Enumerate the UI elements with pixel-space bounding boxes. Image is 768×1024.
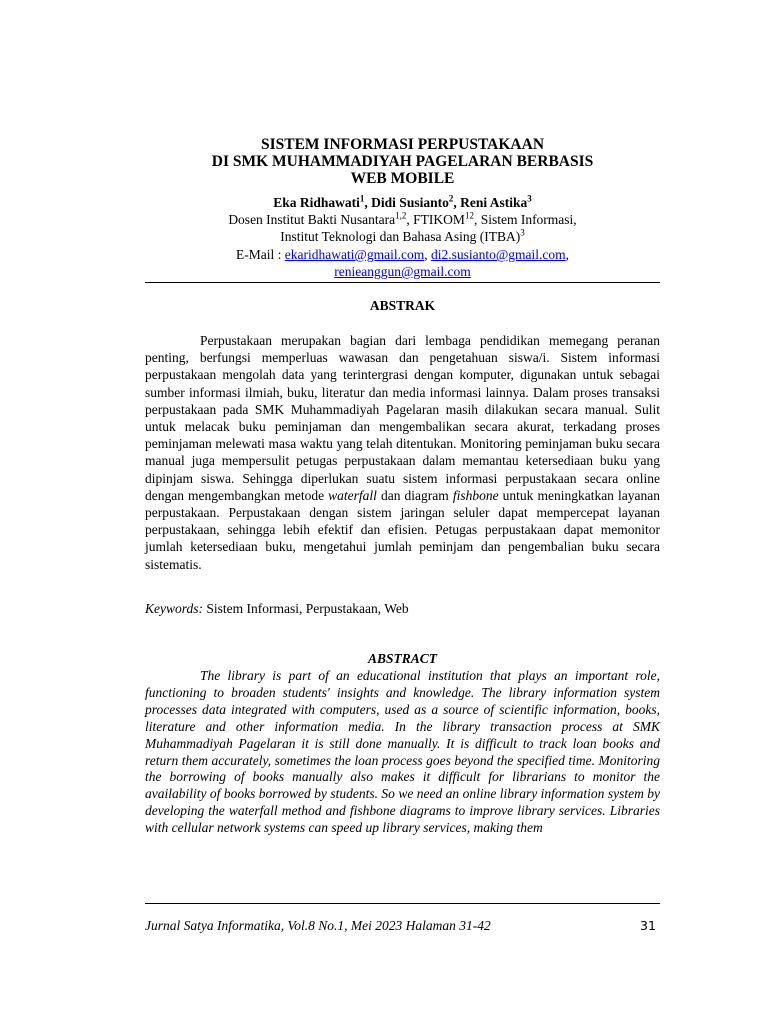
- affiliation-superscript: 12: [464, 210, 474, 221]
- author-superscript: 1: [359, 193, 365, 204]
- email-line: E-Mail : ekaridhawati@gmail.com, di2.susianto@gmail.com,: [235, 247, 570, 262]
- abstract-text: The library is part of an educational institution that plays an important role, functioning to broaden students' insights and knowledge. The library information system processes data integrated with computers, used as a source of scientific information, books, literature and other information media. In the library transaction process at SMK Muhammadiyah Pagelaran it is still done manually. It is difficult to track loan books and return them accurately, sometimes the loan process goes beyond the specified time. Monitoring the borrowing of books manually also makes it difficult for librarians to monitor the availability of books borrowed by students. So we need an online library information system by developing the waterfall method and fishbone diagrams to improve library services. Libraries with cellular network systems can speed up library services, making them: [145, 668, 660, 836]
- affiliation-text: , Sistem Informasi,: [473, 212, 577, 227]
- affiliation-text: , FTIKOM: [406, 212, 465, 227]
- email-label: E-Mail :: [235, 247, 285, 262]
- affiliation-text: Dosen Institut Bakti Nusantara: [228, 212, 396, 227]
- keywords-value: Sistem Informasi, Perpustakaan, Web: [203, 601, 409, 616]
- abstract-body: [145, 668, 660, 837]
- email-link[interactable]: di2.susianto@gmail.com: [430, 247, 566, 262]
- abstrak-text: Perpustakaan merupakan bagian dari lembaga pendidikan memegang peranan penting, berfungsi memperluas wawasan dan pengetahuan siswa/i. Sistem informasi perpustakaan mengolah data yang terintergrasi dengan komputer, digunakan untuk sebagai sumber informasi ilmiah, buku, literatur dan media informasi lainnya. Dalam proses transaksi perpustakaan pada SMK Muhammadiyah Pagelaran masih dilakukan secara manual. Sulit untuk melacak buku peminjaman dan mengembalikan secara akurat, terkadang proses peminjaman melewati masa waktu yang telah ditentukan. Monitoring peminjaman buku secara manual juga mempersulit petugas perpustakaan dalam memantau ketersediaan buku yang dipinjam siswa. Sehingga diperlukan suatu sistem informasi perpustakaan secara online dengan mengembangkan metode: [145, 333, 660, 503]
- title-line-2: DI SMK MUHAMMADIYAH PAGELARAN BERBASIS: [211, 153, 594, 170]
- page-number: 31: [640, 918, 656, 933]
- email-link[interactable]: ekaridhawati@gmail.com: [284, 247, 425, 262]
- author-superscript: 2: [448, 193, 454, 204]
- email-link[interactable]: renieanggun@gmail.com: [334, 264, 471, 279]
- keywords-label: Keywords:: [145, 601, 203, 616]
- affiliation-superscript: 1,2: [395, 210, 407, 221]
- author-name: Eka Ridhawati: [273, 195, 360, 210]
- abstrak-italic: fishbone: [452, 487, 499, 503]
- email-line-2: [145, 263, 660, 280]
- abstract-heading: ABSTRACT: [367, 651, 438, 666]
- affiliation-text: Institut Teknologi dan Bahasa Asing (ITBA): [280, 229, 521, 244]
- footer-divider: [145, 903, 660, 904]
- abstrak-body: [145, 332, 660, 573]
- abstrak-text: untuk meningkatkan layanan perpustakaan. Perpustakaan dengan sistem jaringan seluler dapat mempercepat layanan perpustakaan, sehingga lebih efektif dan efisien. Petugas perpustakaan dapat memonitor jumlah ketersediaan buku, mengetahui jumlah peminjam dan pengembalian buku secara sistematis.: [145, 487, 660, 572]
- author-name: Reni Astika: [460, 195, 528, 210]
- keywords-line: [145, 601, 409, 617]
- affiliation-superscript: 3: [520, 227, 525, 238]
- title-line-3: WEB MOBILE: [350, 170, 455, 187]
- author-list: Eka Ridhawati$^1$, Didi Susianto$^2$, Reni Astika$^3$: [273, 193, 532, 210]
- abstrak-heading: ABSTRAK: [369, 298, 436, 313]
- paper-title: [145, 136, 660, 187]
- affiliation-line-1: [145, 211, 660, 228]
- affiliation-line-2: [145, 228, 660, 245]
- author-name: Didi Susianto: [371, 195, 449, 210]
- title-line-1: SISTEM INFORMASI PERPUSTAKAAN: [260, 136, 545, 153]
- abstrak-text: dan diagram: [376, 487, 453, 503]
- author-superscript: 3: [527, 193, 532, 204]
- abstrak-italic: waterfall: [328, 487, 377, 503]
- journal-citation: Jurnal Satya Informatika, Vol.8 No.1, Mei 2023 Halaman 31-42: [145, 918, 491, 933]
- header-divider: [145, 282, 660, 283]
